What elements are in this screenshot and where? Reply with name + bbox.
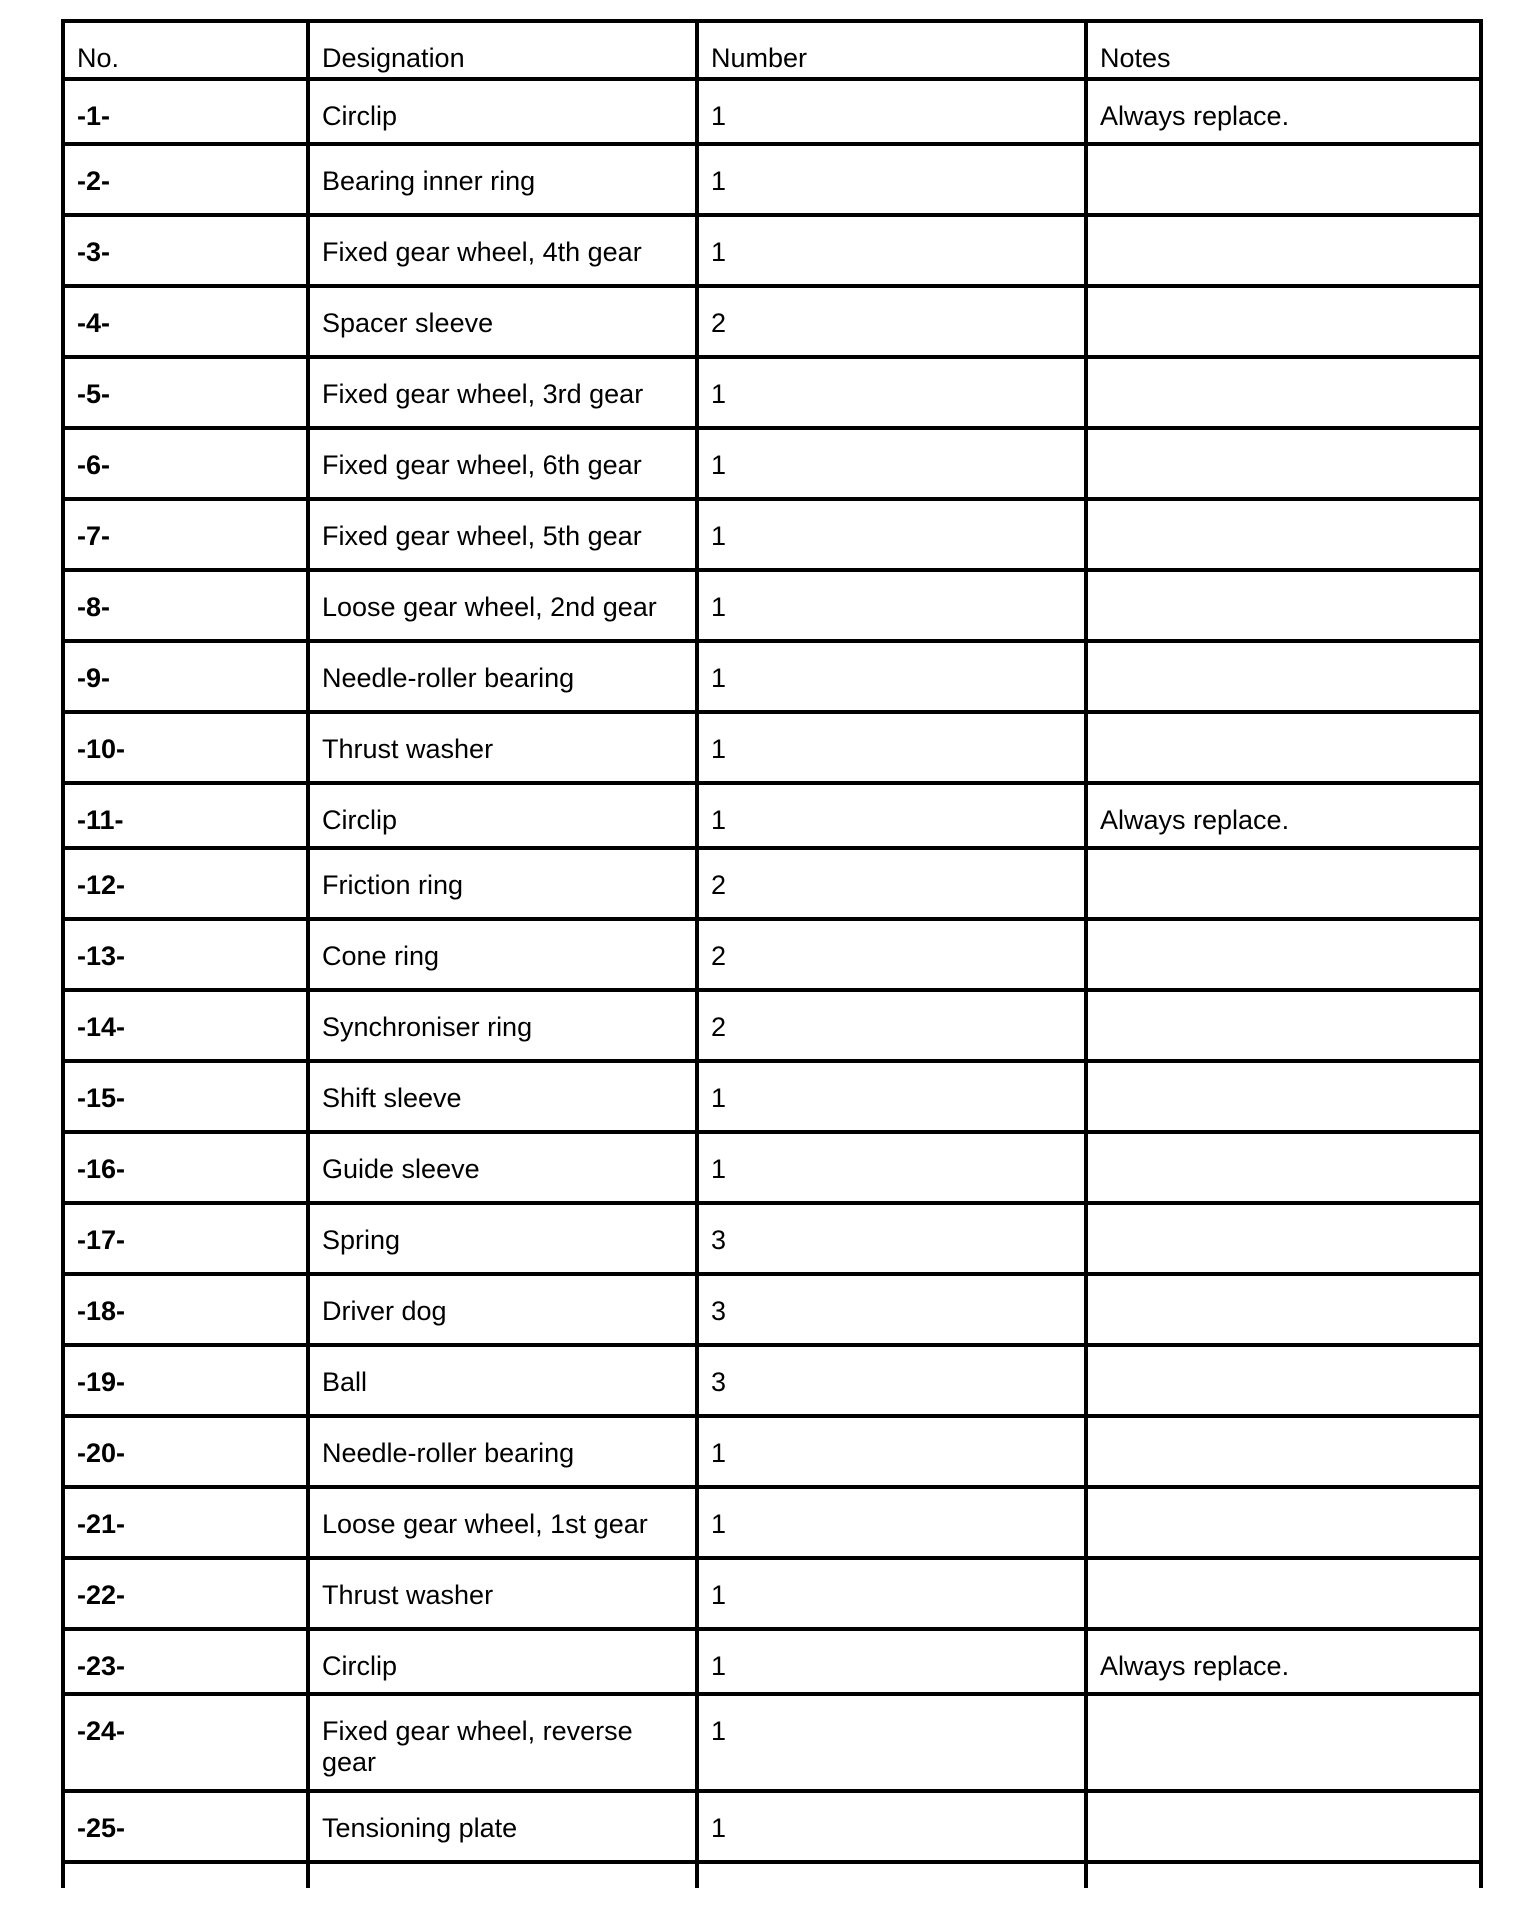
cell-number: 1 (697, 1629, 1086, 1694)
cell-no: -3- (63, 215, 308, 286)
cell-no: -20- (63, 1416, 308, 1487)
table-row (63, 712, 1481, 783)
table-row (63, 1132, 1481, 1203)
cell-notes (1086, 499, 1481, 570)
parts-table (61, 19, 1483, 1888)
cell-notes (1086, 1487, 1481, 1558)
cell-designation: Thrust washer (308, 1558, 697, 1629)
cell-no: -21- (63, 1487, 308, 1558)
cell-designation: Circlip (308, 783, 697, 848)
table-row (63, 641, 1481, 712)
cell-notes (1086, 286, 1481, 357)
cell-number: 2 (697, 919, 1086, 990)
cell-no: -22- (63, 1558, 308, 1629)
empty-cell (1086, 1862, 1481, 1888)
cell-number: 1 (697, 1694, 1086, 1791)
cell-no: -11- (63, 783, 308, 848)
cell-designation: Synchroniser ring (308, 990, 697, 1061)
empty-cell (308, 1862, 697, 1888)
cell-notes (1086, 1061, 1481, 1132)
cell-number: 1 (697, 641, 1086, 712)
cell-number: 1 (697, 1791, 1086, 1862)
header-no: No. (63, 21, 308, 79)
cell-no: -15- (63, 1061, 308, 1132)
header-notes: Notes (1086, 21, 1481, 79)
cell-designation: Circlip (308, 79, 697, 144)
cell-no: -24- (63, 1694, 308, 1791)
cell-notes (1086, 1558, 1481, 1629)
table-row (63, 1694, 1481, 1791)
cell-no: -18- (63, 1274, 308, 1345)
cell-designation: Fixed gear wheel, 6th gear (308, 428, 697, 499)
table-row (63, 990, 1481, 1061)
cell-notes (1086, 990, 1481, 1061)
table-row (63, 499, 1481, 570)
table-row (63, 215, 1481, 286)
cell-designation: Cone ring (308, 919, 697, 990)
cell-notes (1086, 570, 1481, 641)
cell-designation: Driver dog (308, 1274, 697, 1345)
cell-number: 1 (697, 215, 1086, 286)
cell-number: 3 (697, 1203, 1086, 1274)
cell-number: 3 (697, 1274, 1086, 1345)
cell-notes (1086, 357, 1481, 428)
cell-number: 2 (697, 848, 1086, 919)
cell-notes: Always replace. (1086, 1629, 1481, 1694)
cell-number: 2 (697, 990, 1086, 1061)
cell-notes (1086, 1791, 1481, 1862)
cell-designation: Needle-roller bearing (308, 1416, 697, 1487)
cell-notes (1086, 215, 1481, 286)
cell-no: -7- (63, 499, 308, 570)
cell-notes (1086, 1132, 1481, 1203)
cell-designation: Spring (308, 1203, 697, 1274)
table-row (63, 570, 1481, 641)
table-row (63, 1416, 1481, 1487)
cell-notes: Always replace. (1086, 79, 1481, 144)
cell-notes (1086, 1203, 1481, 1274)
cell-designation: Fixed gear wheel, 3rd gear (308, 357, 697, 428)
cell-designation: Needle-roller bearing (308, 641, 697, 712)
table-row (63, 1345, 1481, 1416)
table-row (63, 1203, 1481, 1274)
cell-no: -16- (63, 1132, 308, 1203)
cell-notes (1086, 1274, 1481, 1345)
cell-notes (1086, 1694, 1481, 1791)
table-row (63, 1061, 1481, 1132)
cell-number: 1 (697, 1132, 1086, 1203)
cell-number: 1 (697, 1416, 1086, 1487)
cell-no: -5- (63, 357, 308, 428)
cell-no: -2- (63, 144, 308, 215)
cell-no: -4- (63, 286, 308, 357)
cell-number: 1 (697, 783, 1086, 848)
cell-no: -19- (63, 1345, 308, 1416)
cell-designation: Fixed gear wheel, 4th gear (308, 215, 697, 286)
table-row (63, 144, 1481, 215)
table-row (63, 286, 1481, 357)
cell-designation: Spacer sleeve (308, 286, 697, 357)
table-row (63, 848, 1481, 919)
cell-number: 1 (697, 499, 1086, 570)
table-row (63, 783, 1481, 848)
cell-notes (1086, 848, 1481, 919)
cell-designation: Ball (308, 1345, 697, 1416)
table-row (63, 919, 1481, 990)
cell-notes (1086, 1416, 1481, 1487)
cell-number: 1 (697, 357, 1086, 428)
cell-designation: Shift sleeve (308, 1061, 697, 1132)
cell-designation: Tensioning plate (308, 1791, 697, 1862)
header-designation: Designation (308, 21, 697, 79)
cell-designation: Friction ring (308, 848, 697, 919)
cell-no: -10- (63, 712, 308, 783)
table-row (63, 357, 1481, 428)
cell-no: -25- (63, 1791, 308, 1862)
cell-notes (1086, 428, 1481, 499)
cell-no: -1- (63, 79, 308, 144)
cell-number: 1 (697, 1558, 1086, 1629)
table-row (63, 1791, 1481, 1862)
cell-number: 1 (697, 712, 1086, 783)
cell-number: 1 (697, 570, 1086, 641)
cell-no: -12- (63, 848, 308, 919)
cell-designation: Guide sleeve (308, 1132, 697, 1203)
cell-no: -8- (63, 570, 308, 641)
cell-no: -6- (63, 428, 308, 499)
cell-number: 3 (697, 1345, 1086, 1416)
table-row (63, 1629, 1481, 1694)
cell-number: 1 (697, 79, 1086, 144)
cell-designation: Fixed gear wheel, 5th gear (308, 499, 697, 570)
cell-no: -14- (63, 990, 308, 1061)
cell-number: 1 (697, 144, 1086, 215)
cell-no: -9- (63, 641, 308, 712)
cell-designation: Bearing inner ring (308, 144, 697, 215)
cell-designation: Loose gear wheel, 2nd gear (308, 570, 697, 641)
empty-cell (63, 1862, 308, 1888)
header-row (63, 21, 1481, 79)
cell-number: 1 (697, 1487, 1086, 1558)
cell-no: -23- (63, 1629, 308, 1694)
cell-no: -13- (63, 919, 308, 990)
cell-no: -17- (63, 1203, 308, 1274)
cell-designation: Thrust washer (308, 712, 697, 783)
cell-number: 2 (697, 286, 1086, 357)
cell-designation: Loose gear wheel, 1st gear (308, 1487, 697, 1558)
header-number: Number (697, 21, 1086, 79)
table-row (63, 428, 1481, 499)
empty-cell (697, 1862, 1086, 1888)
cell-notes (1086, 712, 1481, 783)
cell-designation: Circlip (308, 1629, 697, 1694)
table-row (63, 1487, 1481, 1558)
cell-number: 1 (697, 428, 1086, 499)
cell-notes: Always replace. (1086, 783, 1481, 848)
table-row (63, 1558, 1481, 1629)
cell-number: 1 (697, 1061, 1086, 1132)
cell-notes (1086, 641, 1481, 712)
table-row (63, 79, 1481, 144)
cell-designation: Fixed gear wheel, reverse gear (308, 1694, 697, 1791)
cell-notes (1086, 1345, 1481, 1416)
table-continuation-row (63, 1862, 1481, 1888)
table-row (63, 1274, 1481, 1345)
cell-notes (1086, 144, 1481, 215)
cell-notes (1086, 919, 1481, 990)
